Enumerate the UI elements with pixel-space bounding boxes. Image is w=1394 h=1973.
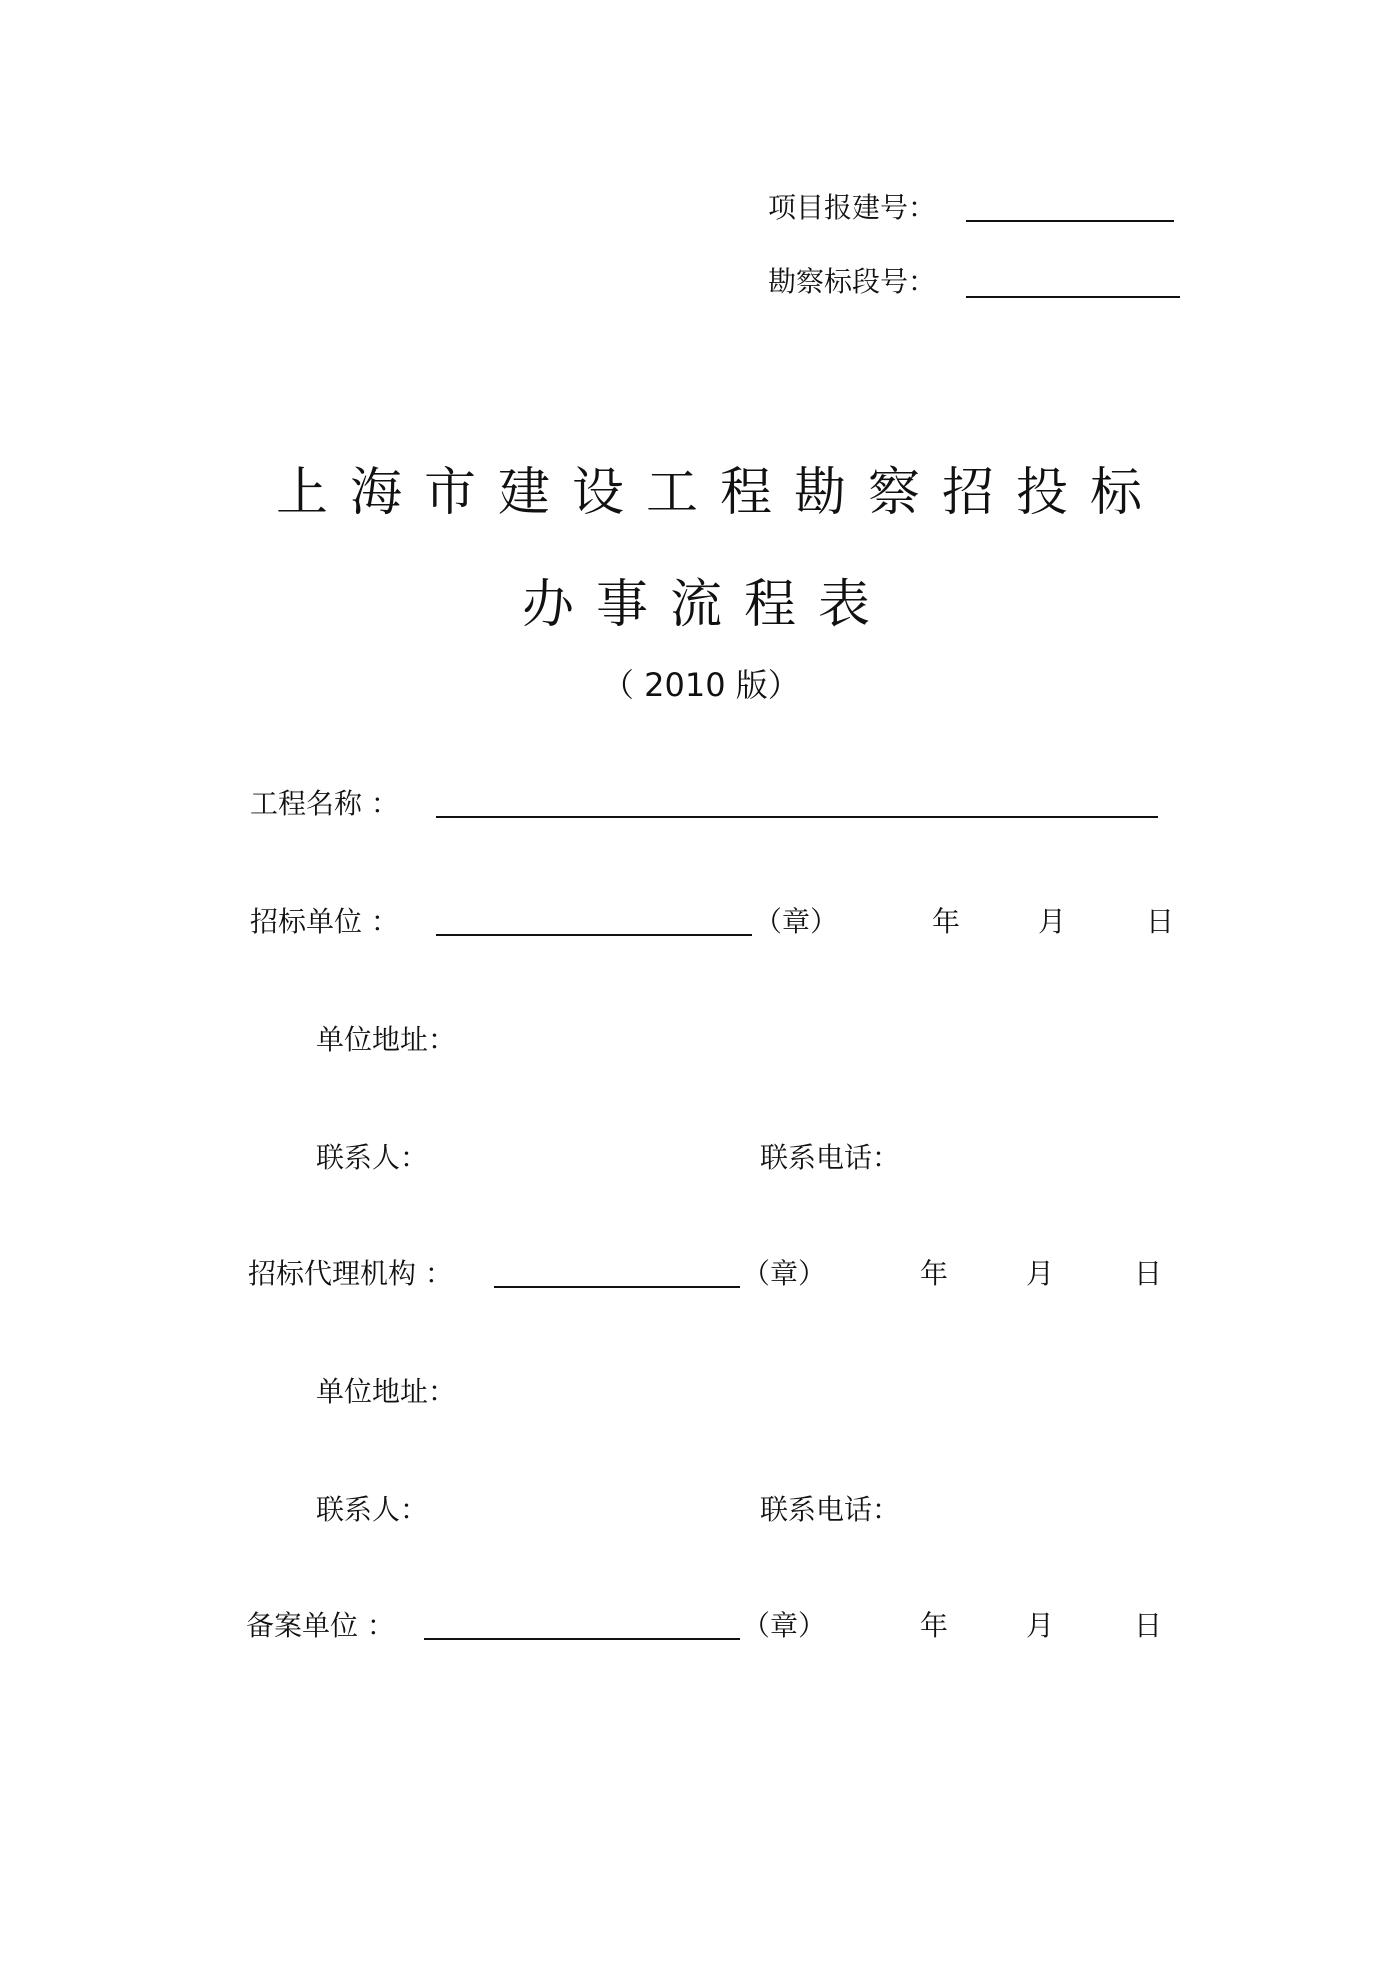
- agency-address-label: 单位地址：: [316, 1375, 457, 1408]
- agency-phone-label: 联系电话：: [760, 1493, 901, 1526]
- survey-section-blank[interactable]: [966, 296, 1180, 298]
- agency-label: 招标代理机构 ：: [248, 1257, 453, 1290]
- agency-year: 年: [920, 1257, 949, 1290]
- tenderer-seal: （章）: [754, 905, 839, 938]
- survey-section-label: 勘察标段号：: [768, 265, 937, 298]
- agency-month: 月: [1026, 1257, 1055, 1290]
- agency-seal: （章）: [742, 1257, 827, 1290]
- filing-year: 年: [920, 1609, 949, 1642]
- filing-seal: （章）: [742, 1609, 827, 1642]
- filing-blank[interactable]: [424, 1638, 740, 1640]
- tenderer-day: 日: [1146, 905, 1175, 938]
- tenderer-year: 年: [932, 905, 961, 938]
- tenderer-address-label: 单位地址：: [316, 1023, 457, 1056]
- agency-day: 日: [1134, 1257, 1163, 1290]
- tenderer-contact-label: 联系人：: [316, 1141, 429, 1174]
- title-line2: 办事流程表: [522, 575, 893, 635]
- filing-day: 日: [1134, 1609, 1163, 1642]
- title-line1: 上海市建设工程勘察招投标: [276, 463, 1165, 523]
- project-name-label: 工程名称 ：: [250, 787, 399, 820]
- agency-blank[interactable]: [494, 1286, 740, 1288]
- project-no-label: 项目报建号：: [768, 191, 937, 224]
- tenderer-phone-label: 联系电话：: [760, 1141, 901, 1174]
- filing-month: 月: [1026, 1609, 1055, 1642]
- filing-label: 备案单位 ：: [246, 1609, 395, 1642]
- tenderer-label: 招标单位 ：: [250, 905, 399, 938]
- project-no-blank[interactable]: [966, 220, 1174, 222]
- agency-contact-label: 联系人：: [316, 1493, 429, 1526]
- tenderer-blank[interactable]: [436, 934, 752, 936]
- tenderer-month: 月: [1038, 905, 1067, 938]
- edition-label: （ 2010 版）: [602, 666, 800, 704]
- project-name-blank[interactable]: [436, 816, 1158, 818]
